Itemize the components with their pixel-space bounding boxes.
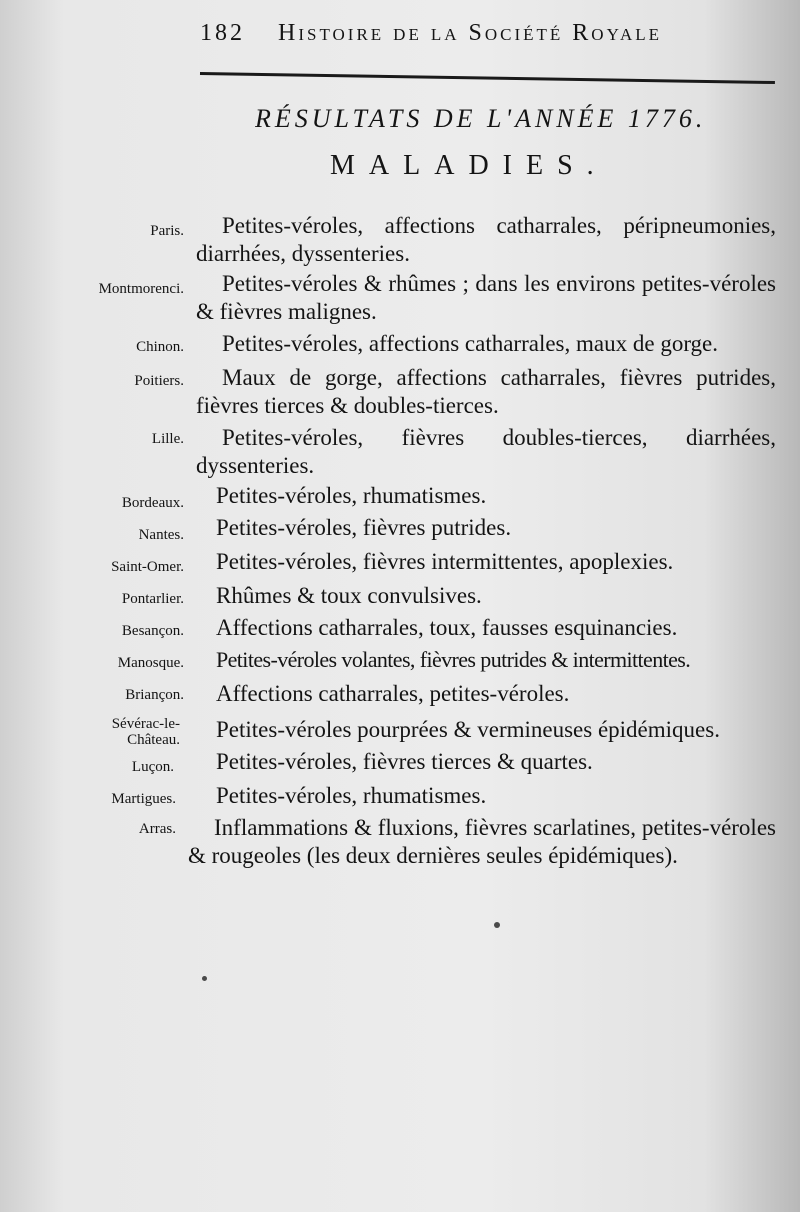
place-name: Martigues. [111, 791, 176, 807]
diseases-heading: MALADIES. [330, 150, 608, 181]
place-name: Saint-Omer. [111, 559, 184, 575]
disease-text: Petites-véroles, rhumatismes. [216, 483, 487, 508]
disease-text: Petites-véroles volantes, fièvres putrides & intermittentes. [216, 647, 691, 672]
disease-text: Petites-véroles, fièvres putrides. [216, 515, 512, 540]
place-name: Manosque. [117, 655, 184, 671]
disease-text: Inflammations & fluxions, fièvres scarlatines, petites-véroles & rougeoles (les deux dernières seules épidémiques). [188, 815, 776, 868]
disease-text: Petites-véroles, fièvres tierces & quartes. [216, 749, 593, 774]
disease-text: Petites-véroles, affections catharrales, péripneumonies, diarrhées, dyssenteries. [196, 213, 776, 266]
disease-text: Petites-véroles pourprées & vermineuses épidémiques. [216, 717, 720, 742]
ink-speck [202, 976, 207, 981]
place-name: Poitiers. [134, 373, 184, 389]
place-name: Sévérac-le-Château. [111, 716, 180, 748]
running-head: Histoire de la Société Royale [278, 20, 663, 46]
place-name: Chinon. [136, 339, 184, 355]
place-name: Pontarlier. [121, 591, 184, 607]
place-name: Briançon. [125, 687, 184, 703]
disease-text: Petites-véroles, fièvres intermittentes, apoplexies. [216, 549, 674, 574]
disease-text: Affections catharrales, petites-véroles. [216, 681, 570, 706]
place-name: Bordeaux. [121, 495, 184, 511]
section-title: RÉSULTATS DE L'ANNÉE 1776. [255, 104, 707, 133]
place-name: Besançon. [121, 623, 184, 639]
disease-text: Petites-véroles, fièvres doubles-tierces, diarrhées, dyssenteries. [196, 425, 776, 478]
ink-speck [494, 922, 500, 928]
place-name: Lille. [151, 431, 184, 447]
page-number: 182 [200, 20, 245, 46]
place-name: Luçon. [131, 759, 174, 775]
disease-text: Petites-véroles, rhumatismes. [216, 783, 487, 808]
disease-text: Petites-véroles & rhûmes ; dans les environs petites-véroles & fièvres malignes. [196, 271, 776, 324]
place-name: Paris. [150, 223, 184, 239]
disease-text: Maux de gorge, affections catharrales, fièvres putrides, fièvres tierces & doubles-tierces. [196, 365, 776, 418]
place-name: Nantes. [138, 527, 184, 543]
disease-text: Rhûmes & toux convulsives. [216, 583, 482, 608]
place-name: Arras. [138, 821, 176, 837]
place-name: Montmorenci. [98, 281, 184, 297]
disease-text: Affections catharrales, toux, fausses esquinancies. [216, 615, 678, 640]
disease-text: Petites-véroles, affections catharrales, maux de gorge. [222, 331, 719, 356]
